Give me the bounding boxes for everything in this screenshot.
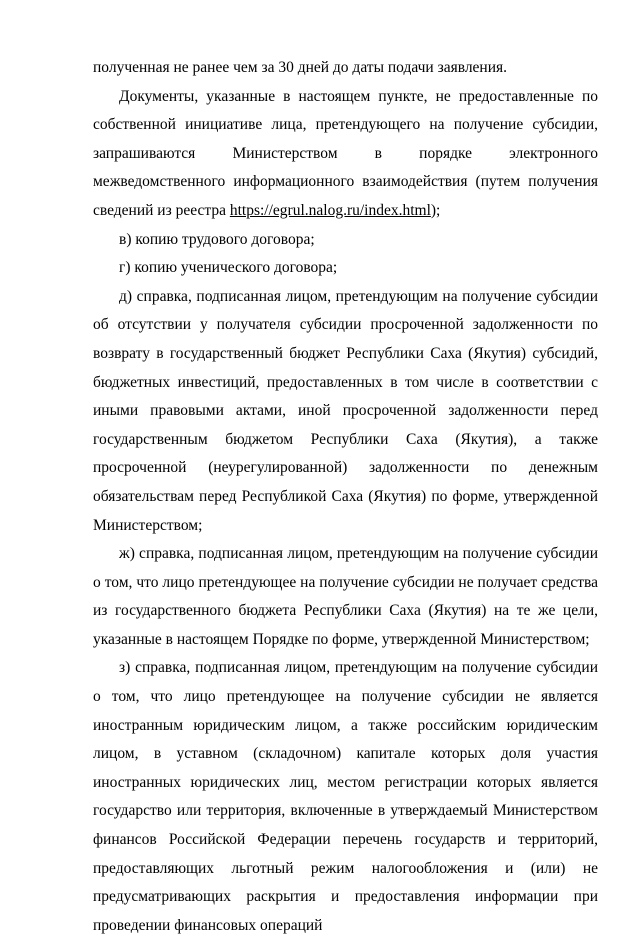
list-item-g: г) копию ученического договора;: [119, 259, 338, 277]
list-item-z: з) справка, подписанная лицом, претендующим на получение субсидии о том, что лицо претендующее на получение субсидии не является иностранным юридическим лицом, а также российским юридическим лицом, в уставном (складочном) капитале которых доля участия иностранных юридических лиц, местом регистрации которых является государство или территория, включенные в утверждаемый Министерством финансов Российской Федерации перечень государств и территорий, предоставляющих льготный режим налогообложения и (или) не предусматривающих раскрытия и предоставления информации при проведении финансовых операций: [93, 659, 598, 934]
paragraph-documents-request-text: Документы, указанные в настоящем пункте, не предоставленные по собственной инициативе лица, претендующего на получение субсидии, запрашиваются Министерством в порядке электронного межведомственного информационного взаимодействия (путем получения сведений из реестра: [93, 87, 598, 219]
paragraph-continuation: полученная не ранее чем за 30 дней до даты подачи заявления.: [93, 59, 508, 76]
paragraph-documents-request: [93, 83, 598, 226]
paragraph-documents-request-tail: );: [430, 201, 441, 219]
list-item-d: д) справка, подписанная лицом, претендующим на получение субсидии об отсутствии у получателя субсидии просроченной задолженности по возврату в государственный бюджет Республики Саха (Якутия) субсидий, бюджетных инвестиций, предоставленных в том числе в соответствии с иными правовыми актами, иной просроченной задолженности перед государственным бюджетом Республики Саха (Якутия), а также просроченной (неурегулированной) задолженности по денежным обязательствам перед Республикой Саха (Якутия) по форме, утвержденной Министерством;: [93, 287, 598, 534]
document-page: [93, 54, 598, 940]
list-item-v: в) копию трудового договора;: [119, 230, 315, 248]
egrul-link[interactable]: https://egrul.nalog.ru/index.html: [229, 201, 431, 219]
list-item-zh: ж) справка, подписанная лицом, претендующим на получение субсидии о том, что лицо претендующее на получение субсидии не получает средства из государственного бюджета Республики Саха (Якутия) на те же цели, указанные в настоящем Порядке по форме, утвержденной Министерством;: [93, 545, 598, 648]
